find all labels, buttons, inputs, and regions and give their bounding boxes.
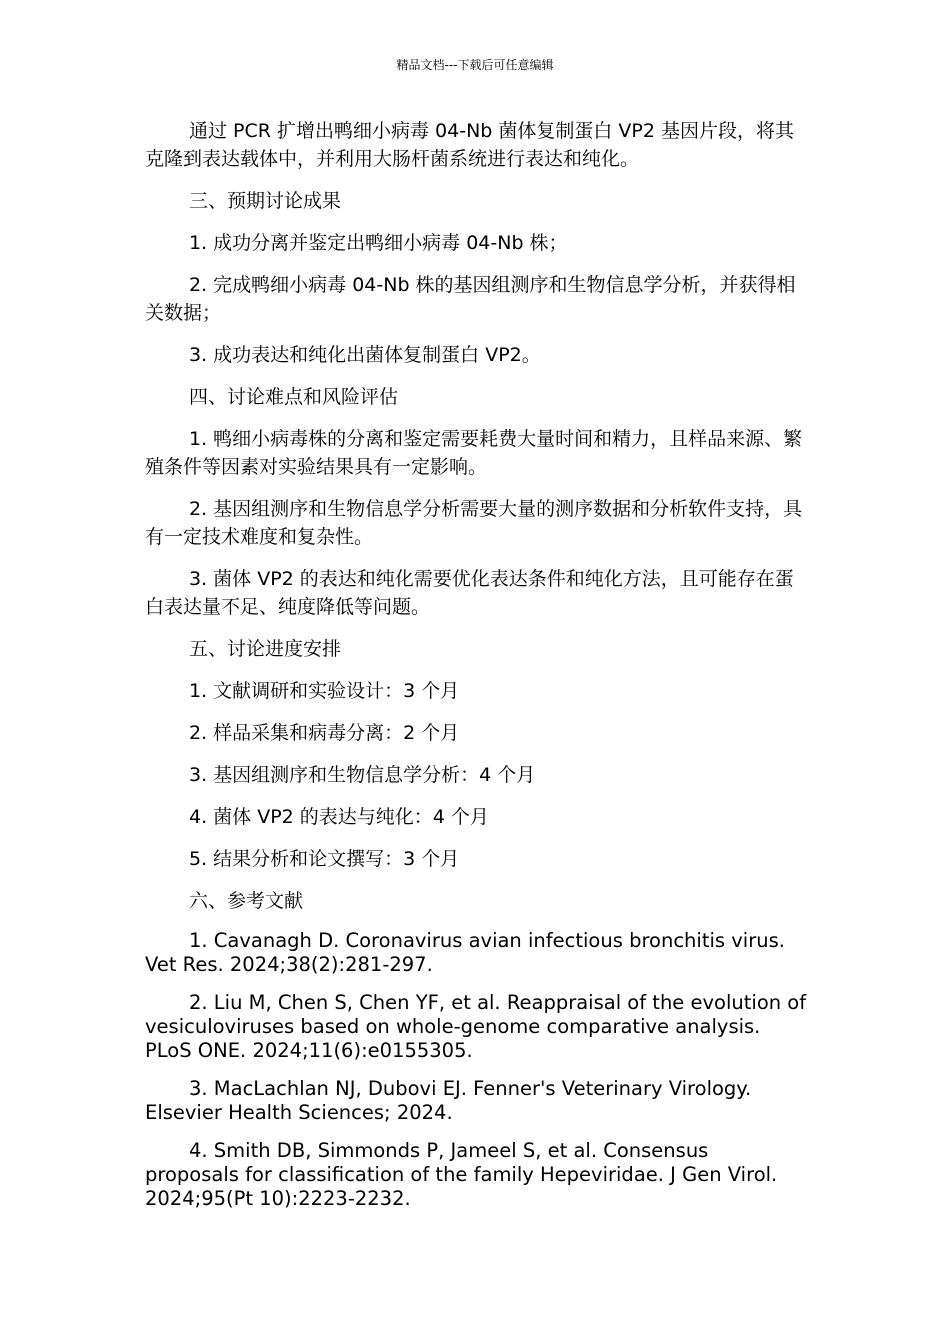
document-body bbox=[145, 117, 807, 1225]
section-heading-difficulties-risks: 四、讨论难点和风险评估 bbox=[189, 386, 399, 408]
reference-item: 2. Liu M, Chen S, Chen YF, et al. Reappraisal of the evolution of vesiculoviruses based on whole-genome comparative analysis. PLoS ONE. 2024;11(6):e0155305. bbox=[145, 991, 807, 1062]
reference-item: 1. Cavanagh D. Coronavirus avian infectious bronchitis virus. Vet Res. 2024;38(2):281-297. bbox=[145, 929, 785, 976]
page-header: 精品文档---下载后可任意编辑 bbox=[396, 58, 554, 72]
section-heading-references: 六、参考文献 bbox=[189, 890, 304, 912]
reference-item: 3. MacLachlan NJ, Dubovi EJ. Fenner's Veterinary Virology. Elsevier Health Sciences; 2024. bbox=[145, 1077, 752, 1124]
expected-result-item: 3. 成功表达和纯化出菌体复制蛋白 VP2。 bbox=[189, 344, 541, 366]
schedule-item: 4. 菌体 VP2 的表达与纯化：4 个月 bbox=[189, 806, 489, 828]
intro-paragraph: 通过 PCR 扩增出鸭细小病毒 04-Nb 菌体复制蛋白 VP2 基因片段，将其克隆到表达载体中，并利用大肠杆菌系统进行表达和纯化。 bbox=[145, 120, 795, 170]
schedule-item: 2. 样品采集和病毒分离：2 个月 bbox=[189, 722, 460, 744]
section-heading-expected-results: 三、预期讨论成果 bbox=[189, 190, 342, 212]
section-heading-schedule: 五、讨论进度安排 bbox=[189, 638, 342, 660]
expected-result-item: 1. 成功分离并鉴定出鸭细小病毒 04-Nb 株； bbox=[189, 232, 568, 254]
expected-result-item: 2. 完成鸭细小病毒 04-Nb 株的基因组测序和生物信息学分析，并获得相关数据； bbox=[145, 274, 796, 324]
schedule-item: 1. 文献调研和实验设计：3 个月 bbox=[189, 680, 460, 702]
reference-item: 4. Smith DB, Simmonds P, Jameel S, et al. Consensus proposals for classification of the family Hepeviridae. J Gen Virol. 2024;95(Pt 10):2223-2232. bbox=[145, 1139, 778, 1210]
schedule-item: 3. 基因组测序和生物信息学分析：4 个月 bbox=[189, 764, 536, 786]
risk-item: 1. 鸭细小病毒株的分离和鉴定需要耗费大量时间和精力，且样品来源、繁殖条件等因素对实验结果具有一定影响。 bbox=[145, 428, 803, 478]
risk-item: 3. 菌体 VP2 的表达和纯化需要优化表达条件和纯化方法，且可能存在蛋白表达量不足、纯度降低等问题。 bbox=[145, 568, 794, 618]
schedule-item: 5. 结果分析和论文撰写：3 个月 bbox=[189, 848, 460, 870]
risk-item: 2. 基因组测序和生物信息学分析需要大量的测序数据和分析软件支持，具有一定技术难度和复杂性。 bbox=[145, 498, 803, 548]
